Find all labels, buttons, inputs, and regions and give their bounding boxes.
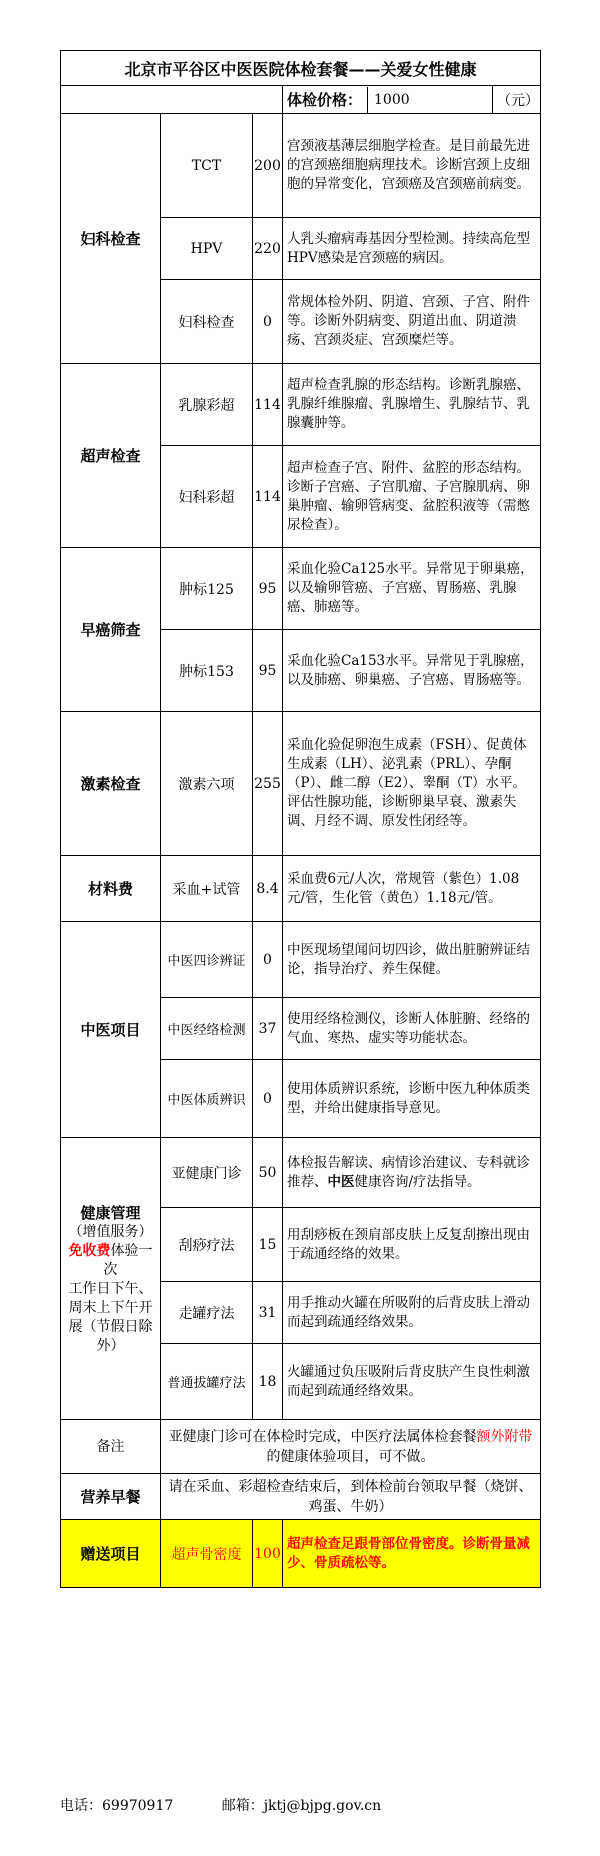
breakfast-label: 营养早餐 bbox=[61, 1474, 161, 1520]
item-desc: 采血化验促卵泡生成素（FSH）、促黄体生成素（LH）、泌乳素（PRL）、孕酮（P）、雌二醇（E2）、睾酮（T）水平。评估性腺功能，诊断卵巢早衰、激素失调、月经不调、原发性闭经等。 bbox=[283, 712, 541, 856]
item-desc: 火罐通过负压吸附后背皮肤产生良性刺激而起到疏通经络效果。 bbox=[283, 1344, 541, 1420]
item-desc: 宫颈液基薄层细胞学检查。是目前最先进的宫颈癌细胞病理技术。诊断宫颈上皮细胞的异常变化，宫颈癌及宫颈癌前病变。 bbox=[283, 114, 541, 218]
gift-label: 赠送项目 bbox=[61, 1520, 161, 1588]
item-desc: 用刮痧板在颈肩部皮肤上反复刮擦出现由于疏通经络的效果。 bbox=[283, 1208, 541, 1282]
category-cancer-screening: 早癌筛查 bbox=[61, 548, 161, 712]
item-name: HPV bbox=[161, 218, 253, 280]
item-price: 8.4 bbox=[253, 856, 283, 922]
item-desc: 体检报告解读、病情诊治建议、专科就诊推荐、中医健康咨询/疗法指导。 bbox=[283, 1138, 541, 1208]
page-title: 北京市平谷区中医医院体检套餐——关爱女性健康 bbox=[61, 51, 541, 86]
item-price: 31 bbox=[253, 1282, 283, 1344]
item-price: 37 bbox=[253, 998, 283, 1060]
category-gyn: 妇科检查 bbox=[61, 114, 161, 364]
gift-item-desc: 超声检查足跟骨部位骨密度。诊断骨量减少、骨质疏松等。 bbox=[283, 1520, 541, 1588]
item-name: TCT bbox=[161, 114, 253, 218]
item-name: 亚健康门诊 bbox=[161, 1138, 253, 1208]
item-price: 0 bbox=[253, 922, 283, 998]
checkup-package-table bbox=[60, 50, 541, 1588]
item-price: 220 bbox=[253, 218, 283, 280]
category-materials: 材料费 bbox=[61, 856, 161, 922]
item-desc: 采血费6元/人次，常规管（紫色）1.08元/管，生化管（黄色）1.18元/管。 bbox=[283, 856, 541, 922]
item-price: 0 bbox=[253, 280, 283, 364]
category-label: 健康管理 bbox=[80, 1203, 141, 1222]
item-price: 50 bbox=[253, 1138, 283, 1208]
remark-label: 备注 bbox=[61, 1420, 161, 1474]
schedule-note: 工作日下午、周末上下午开展（节假日除外） bbox=[68, 1280, 153, 1354]
free-note: 体验一次 bbox=[103, 1242, 153, 1278]
price-row bbox=[61, 86, 541, 114]
item-price: 200 bbox=[253, 114, 283, 218]
category-hormone: 激素检查 bbox=[61, 712, 161, 856]
item-price: 114 bbox=[253, 364, 283, 446]
item-name: 中医体质辨识 bbox=[161, 1060, 253, 1138]
item-name: 走罐疗法 bbox=[161, 1282, 253, 1344]
gift-item-price: 100 bbox=[253, 1520, 283, 1588]
remark-text: 亚健康门诊可在体检时完成，中医疗法属体检套餐额外附带的健康体验项目，可不做。 bbox=[161, 1420, 541, 1474]
price-label: 体检价格： bbox=[283, 87, 368, 113]
category-subtitle: （增值服务） bbox=[68, 1223, 153, 1240]
item-name: 肿标125 bbox=[161, 548, 253, 630]
item-desc: 中医现场望闻问切四诊，做出脏腑辨证结论，指导治疗、养生保健。 bbox=[283, 922, 541, 998]
item-name: 中医经络检测 bbox=[161, 998, 253, 1060]
free-badge: 免收费 bbox=[68, 1242, 111, 1259]
item-name: 乳腺彩超 bbox=[161, 364, 253, 446]
contact-footer bbox=[60, 1795, 425, 1815]
item-desc: 常规体检外阴、阴道、宫颈、子宫、附件等。诊断外阴病变、阴道出血、阴道溃疡、宫颈炎症、宫颈糜烂等。 bbox=[283, 280, 541, 364]
item-name: 刮痧疗法 bbox=[161, 1208, 253, 1282]
item-desc: 采血化验Ca125水平。异常见于卵巢癌，以及输卵管癌、子宫癌、胃肠癌、乳腺癌、肺癌等。 bbox=[283, 548, 541, 630]
item-price: 114 bbox=[253, 446, 283, 548]
item-name: 采血+试管 bbox=[161, 856, 253, 922]
item-name: 普通拔罐疗法 bbox=[161, 1344, 253, 1420]
item-desc: 人乳头瘤病毒基因分型检测。持续高危型HPV感染是宫颈癌的病因。 bbox=[283, 218, 541, 280]
item-desc: 超声检查子宫、附件、盆腔的形态结构。诊断子宫癌、子宫肌瘤、子宫腺肌病、卵巢肿瘤、输卵管病变、盆腔积液等（需憋尿检查）。 bbox=[283, 446, 541, 548]
item-name: 妇科检查 bbox=[161, 280, 253, 364]
phone-number: 电话：69970917 bbox=[60, 1798, 174, 1814]
item-desc: 用手推动火罐在所吸附的后背皮肤上滑动而起到疏通经络效果。 bbox=[283, 1282, 541, 1344]
gift-row bbox=[61, 1520, 541, 1588]
item-price: 95 bbox=[253, 548, 283, 630]
item-name: 中医四诊辨证 bbox=[161, 922, 253, 998]
item-price: 15 bbox=[253, 1208, 283, 1282]
gift-item-name: 超声骨密度 bbox=[161, 1520, 253, 1588]
price-cell bbox=[283, 86, 493, 114]
price-value: 1000 bbox=[374, 91, 410, 108]
item-desc: 使用经络检测仪，诊断人体脏腑、经络的气血、寒热、虚实等功能状态。 bbox=[283, 998, 541, 1060]
title-row bbox=[61, 51, 541, 86]
breakfast-text: 请在采血、彩超检查结束后，到体检前台领取早餐（烧饼、鸡蛋、牛奶） bbox=[161, 1474, 541, 1520]
category-tcm: 中医项目 bbox=[61, 922, 161, 1138]
item-price: 255 bbox=[253, 712, 283, 856]
category-health-management bbox=[61, 1138, 161, 1420]
item-price: 18 bbox=[253, 1344, 283, 1420]
price-unit: （元） bbox=[493, 86, 541, 114]
item-price: 0 bbox=[253, 1060, 283, 1138]
item-price: 95 bbox=[253, 630, 283, 712]
item-name: 肿标153 bbox=[161, 630, 253, 712]
item-desc: 使用体质辨识系统，诊断中医九种体质类型，并给出健康指导意见。 bbox=[283, 1060, 541, 1138]
item-desc: 采血化验Ca153水平。异常见于乳腺癌，以及肺癌、卵巢癌、子宫癌、胃肠癌等。 bbox=[283, 630, 541, 712]
email-address: 邮箱：jktj@bjpg.gov.cn bbox=[221, 1798, 382, 1814]
category-ultrasound: 超声检查 bbox=[61, 364, 161, 548]
item-desc: 超声检查乳腺的形态结构。诊断乳腺癌、乳腺纤维腺瘤、乳腺增生、乳腺结节、乳腺囊肿等。 bbox=[283, 364, 541, 446]
item-name: 妇科彩超 bbox=[161, 446, 253, 548]
item-name: 激素六项 bbox=[161, 712, 253, 856]
